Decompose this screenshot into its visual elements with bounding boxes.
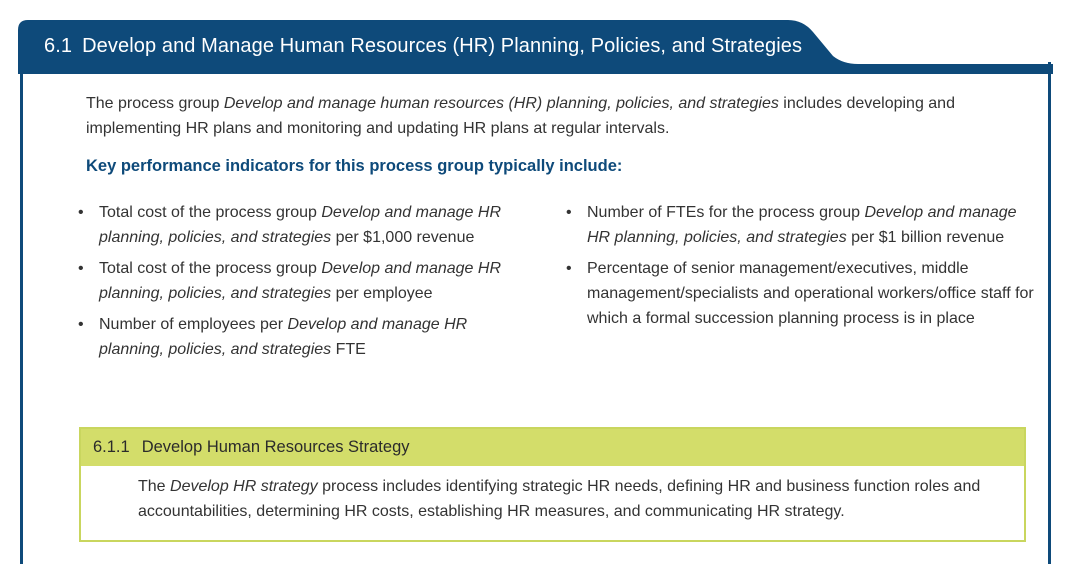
bullet-icon: • <box>566 204 572 221</box>
bullet-icon: • <box>566 260 572 277</box>
kpi-text: Number of FTEs for the process group <box>587 204 865 221</box>
subsection-text-2: process includes identifying strategic HR needs, defining HR and business function roles and accountabilities, determining HR costs, establishing HR measures, and communicating HR strategy. <box>138 478 981 520</box>
bullet-icon: • <box>78 204 84 221</box>
kpi-text: Percentage of senior management/executives, middle management/specialists and operational workers/office staff for which a formal succession planning process is in place <box>587 260 1034 327</box>
kpi-italic: Develop and manage HR planning, policies, and strategies <box>99 204 502 246</box>
kpi-text: FTE <box>331 341 366 358</box>
kpi-list-right <box>566 200 1036 337</box>
subsection-title <box>93 438 410 457</box>
bullet-icon: • <box>78 316 84 333</box>
list-item <box>78 256 528 306</box>
kpi-text: Number of employees per <box>99 316 288 333</box>
intro-italic: Develop and manage human resources (HR) planning, policies, and strategies <box>223 95 779 112</box>
subsection-body <box>138 474 998 524</box>
intro-text-1: The process group <box>86 95 224 112</box>
intro-paragraph <box>86 91 1036 141</box>
list-item <box>78 312 528 362</box>
list-item <box>78 200 528 250</box>
list-item <box>566 200 1036 250</box>
kpi-heading: Key performance indicators for this process group typically include: <box>86 157 623 175</box>
subsection-box <box>79 427 1026 542</box>
kpi-italic: Develop and manage HR planning, policies, and strategies <box>99 316 468 358</box>
bullet-icon: • <box>78 260 84 277</box>
section-title-text: Develop and Manage Human Resources (HR) Planning, Policies, and Strategies <box>82 35 803 57</box>
subsection-header <box>81 429 1024 466</box>
intro-text-2: includes developing and implementing HR plans and monitoring and updating HR plans at regular intervals. <box>86 95 955 137</box>
kpi-text: Total cost of the process group <box>99 260 322 277</box>
subsection-text-1: The <box>138 478 171 495</box>
section-title <box>44 35 802 58</box>
kpi-text: per employee <box>331 285 433 302</box>
list-item <box>566 256 1036 331</box>
kpi-text: per $1,000 revenue <box>331 229 475 246</box>
subsection-number: 6.1.1 <box>93 438 130 456</box>
section-number: 6.1 <box>44 35 73 57</box>
kpi-list-left <box>78 200 528 368</box>
subsection-italic: Develop HR strategy <box>170 478 318 495</box>
kpi-italic: Develop and manage HR planning, policies, and strategies <box>99 260 502 302</box>
kpi-text: Total cost of the process group <box>99 204 322 221</box>
kpi-italic: Develop and manage HR planning, policies, and strategies <box>587 204 1017 246</box>
kpi-text: per $1 billion revenue <box>846 229 1005 246</box>
subsection-title-text: Develop Human Resources Strategy <box>141 438 410 456</box>
